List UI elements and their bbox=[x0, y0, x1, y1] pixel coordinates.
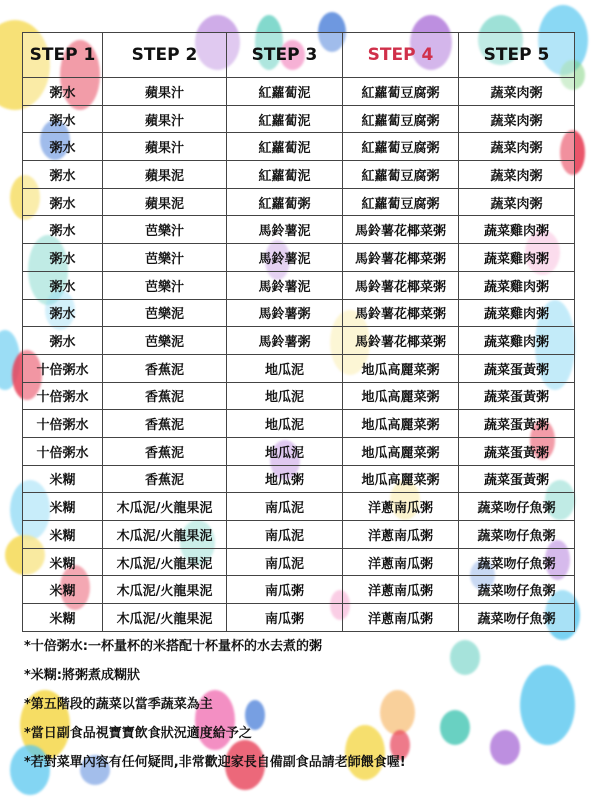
table-header-row bbox=[23, 33, 575, 78]
table-cell-step-3: 地瓜泥 bbox=[227, 437, 343, 465]
table-cell-step-2: 木瓜泥/火龍果泥 bbox=[103, 576, 227, 604]
table-cell-step-1: 粥水 bbox=[23, 133, 103, 161]
table-cell-step-5: 蔬菜肉粥 bbox=[459, 105, 575, 133]
table-cell-step-2: 蘋果泥 bbox=[103, 161, 227, 189]
table-cell-step-3: 地瓜泥 bbox=[227, 410, 343, 438]
table-row bbox=[23, 410, 575, 438]
table-cell-step-5: 蔬菜吻仔魚粥 bbox=[459, 493, 575, 521]
table-cell-step-3: 馬鈴薯泥 bbox=[227, 244, 343, 272]
table-cell-step-5: 蔬菜吻仔魚粥 bbox=[459, 604, 575, 632]
table-cell-step-5: 蔬菜雞肉粥 bbox=[459, 271, 575, 299]
table-cell-step-2: 木瓜泥/火龍果泥 bbox=[103, 493, 227, 521]
table-cell-step-3: 地瓜泥 bbox=[227, 354, 343, 382]
table-cell-step-2: 香蕉泥 bbox=[103, 437, 227, 465]
table-cell-step-3: 南瓜粥 bbox=[227, 576, 343, 604]
table-cell-step-2: 香蕉泥 bbox=[103, 382, 227, 410]
table-cell-step-2: 蘋果汁 bbox=[103, 105, 227, 133]
table-cell-step-1: 米糊 bbox=[23, 493, 103, 521]
table-cell-step-4: 紅蘿蔔豆腐粥 bbox=[343, 105, 459, 133]
table-cell-step-1: 粥水 bbox=[23, 78, 103, 106]
table-cell-step-3: 南瓜泥 bbox=[227, 548, 343, 576]
table-cell-step-5: 蔬菜蛋黃粥 bbox=[459, 382, 575, 410]
header-step-4: STEP 4 bbox=[343, 33, 459, 78]
table-row bbox=[23, 188, 575, 216]
table-cell-step-1: 米糊 bbox=[23, 576, 103, 604]
table-cell-step-4: 紅蘿蔔豆腐粥 bbox=[343, 78, 459, 106]
table-cell-step-5: 蔬菜蛋黃粥 bbox=[459, 354, 575, 382]
table-cell-step-4: 馬鈴薯花椰菜粥 bbox=[343, 244, 459, 272]
table-cell-step-3: 南瓜泥 bbox=[227, 521, 343, 549]
table-cell-step-1: 粥水 bbox=[23, 105, 103, 133]
table-cell-step-4: 地瓜高麗菜粥 bbox=[343, 354, 459, 382]
table-cell-step-2: 香蕉泥 bbox=[103, 465, 227, 493]
table-cell-step-3: 馬鈴薯泥 bbox=[227, 271, 343, 299]
table-cell-step-4: 洋蔥南瓜粥 bbox=[343, 604, 459, 632]
note-2: *米糊:將粥煮成糊狀 bbox=[24, 668, 140, 683]
table-cell-step-4: 馬鈴薯花椰菜粥 bbox=[343, 299, 459, 327]
table-cell-step-1: 粥水 bbox=[23, 327, 103, 355]
table-row bbox=[23, 161, 575, 189]
table-row bbox=[23, 548, 575, 576]
weaning-menu-table bbox=[22, 32, 575, 632]
table-cell-step-3: 馬鈴薯泥 bbox=[227, 216, 343, 244]
table-cell-step-3: 南瓜泥 bbox=[227, 493, 343, 521]
table-cell-step-5: 蔬菜吻仔魚粥 bbox=[459, 576, 575, 604]
table-cell-step-1: 十倍粥水 bbox=[23, 354, 103, 382]
table-cell-step-3: 南瓜粥 bbox=[227, 604, 343, 632]
header-step-2: STEP 2 bbox=[103, 33, 227, 78]
table-cell-step-2: 蘋果汁 bbox=[103, 78, 227, 106]
table-cell-step-4: 洋蔥南瓜粥 bbox=[343, 493, 459, 521]
table-body bbox=[23, 78, 575, 632]
table-row bbox=[23, 604, 575, 632]
table-cell-step-5: 蔬菜蛋黃粥 bbox=[459, 465, 575, 493]
table-cell-step-5: 蔬菜吻仔魚粥 bbox=[459, 548, 575, 576]
table-row bbox=[23, 576, 575, 604]
table-cell-step-2: 芭樂泥 bbox=[103, 299, 227, 327]
table-cell-step-5: 蔬菜蛋黃粥 bbox=[459, 410, 575, 438]
table-cell-step-1: 米糊 bbox=[23, 604, 103, 632]
note-3: *第五階段的蔬菜以當季蔬菜為主 bbox=[24, 697, 213, 712]
table-cell-step-3: 紅蘿蔔泥 bbox=[227, 161, 343, 189]
menu-table-container bbox=[22, 32, 574, 632]
table-row bbox=[23, 216, 575, 244]
table-cell-step-5: 蔬菜雞肉粥 bbox=[459, 244, 575, 272]
table-cell-step-4: 馬鈴薯花椰菜粥 bbox=[343, 271, 459, 299]
table-cell-step-1: 粥水 bbox=[23, 216, 103, 244]
table-cell-step-2: 木瓜泥/火龍果泥 bbox=[103, 548, 227, 576]
table-cell-step-4: 紅蘿蔔豆腐粥 bbox=[343, 188, 459, 216]
table-row bbox=[23, 521, 575, 549]
table-cell-step-3: 紅蘿蔔泥 bbox=[227, 133, 343, 161]
table-cell-step-3: 紅蘿蔔粥 bbox=[227, 188, 343, 216]
table-cell-step-5: 蔬菜吻仔魚粥 bbox=[459, 521, 575, 549]
table-cell-step-1: 十倍粥水 bbox=[23, 437, 103, 465]
table-cell-step-1: 十倍粥水 bbox=[23, 410, 103, 438]
table-cell-step-1: 米糊 bbox=[23, 465, 103, 493]
table-cell-step-3: 紅蘿蔔泥 bbox=[227, 105, 343, 133]
table-row bbox=[23, 299, 575, 327]
table-cell-step-1: 米糊 bbox=[23, 521, 103, 549]
table-cell-step-4: 地瓜高麗菜粥 bbox=[343, 437, 459, 465]
table-row bbox=[23, 271, 575, 299]
table-cell-step-2: 芭樂汁 bbox=[103, 216, 227, 244]
table-cell-step-5: 蔬菜雞肉粥 bbox=[459, 327, 575, 355]
table-cell-step-1: 粥水 bbox=[23, 161, 103, 189]
table-row bbox=[23, 244, 575, 272]
table-cell-step-4: 洋蔥南瓜粥 bbox=[343, 548, 459, 576]
table-row bbox=[23, 78, 575, 106]
table-cell-step-5: 蔬菜肉粥 bbox=[459, 161, 575, 189]
table-cell-step-1: 粥水 bbox=[23, 244, 103, 272]
table-cell-step-2: 香蕉泥 bbox=[103, 354, 227, 382]
table-cell-step-2: 蘋果汁 bbox=[103, 133, 227, 161]
table-cell-step-5: 蔬菜肉粥 bbox=[459, 78, 575, 106]
table-cell-step-3: 地瓜粥 bbox=[227, 465, 343, 493]
table-cell-step-2: 芭樂泥 bbox=[103, 327, 227, 355]
table-cell-step-1: 米糊 bbox=[23, 548, 103, 576]
table-cell-step-5: 蔬菜蛋黃粥 bbox=[459, 437, 575, 465]
table-row bbox=[23, 327, 575, 355]
table-cell-step-5: 蔬菜肉粥 bbox=[459, 133, 575, 161]
table-cell-step-1: 十倍粥水 bbox=[23, 382, 103, 410]
table-row bbox=[23, 133, 575, 161]
table-cell-step-3: 馬鈴薯粥 bbox=[227, 327, 343, 355]
table-cell-step-4: 地瓜高麗菜粥 bbox=[343, 410, 459, 438]
table-cell-step-4: 馬鈴薯花椰菜粥 bbox=[343, 327, 459, 355]
note-5: *若對菜單內容有任何疑問,非常歡迎家長自備副食品請老師餵食喔! bbox=[24, 755, 406, 770]
note-1: *十倍粥水:一杯量杯的米搭配十杯量杯的水去煮的粥 bbox=[24, 639, 322, 654]
table-cell-step-2: 芭樂汁 bbox=[103, 244, 227, 272]
table-cell-step-2: 蘋果泥 bbox=[103, 188, 227, 216]
table-row bbox=[23, 493, 575, 521]
header-step-5: STEP 5 bbox=[459, 33, 575, 78]
table-cell-step-4: 紅蘿蔔豆腐粥 bbox=[343, 133, 459, 161]
table-cell-step-3: 地瓜泥 bbox=[227, 382, 343, 410]
table-cell-step-4: 地瓜高麗菜粥 bbox=[343, 382, 459, 410]
table-cell-step-4: 地瓜高麗菜粥 bbox=[343, 465, 459, 493]
header-step-1: STEP 1 bbox=[23, 33, 103, 78]
table-row bbox=[23, 437, 575, 465]
table-cell-step-5: 蔬菜雞肉粥 bbox=[459, 299, 575, 327]
header-step-3: STEP 3 bbox=[227, 33, 343, 78]
table-cell-step-4: 紅蘿蔔豆腐粥 bbox=[343, 161, 459, 189]
table-cell-step-1: 粥水 bbox=[23, 299, 103, 327]
table-cell-step-2: 香蕉泥 bbox=[103, 410, 227, 438]
table-cell-step-5: 蔬菜肉粥 bbox=[459, 188, 575, 216]
note-4: *當日副食品視寶寶飲食狀況適度給予之 bbox=[24, 726, 252, 741]
table-cell-step-2: 木瓜泥/火龍果泥 bbox=[103, 521, 227, 549]
table-cell-step-1: 粥水 bbox=[23, 271, 103, 299]
table-row bbox=[23, 382, 575, 410]
table-cell-step-2: 芭樂汁 bbox=[103, 271, 227, 299]
table-cell-step-3: 紅蘿蔔泥 bbox=[227, 78, 343, 106]
table-row bbox=[23, 105, 575, 133]
table-cell-step-1: 粥水 bbox=[23, 188, 103, 216]
table-cell-step-4: 洋蔥南瓜粥 bbox=[343, 576, 459, 604]
table-cell-step-3: 馬鈴薯粥 bbox=[227, 299, 343, 327]
table-cell-step-4: 馬鈴薯花椰菜粥 bbox=[343, 216, 459, 244]
table-row bbox=[23, 354, 575, 382]
table-row bbox=[23, 465, 575, 493]
notes-section bbox=[24, 632, 584, 777]
table-cell-step-2: 木瓜泥/火龍果泥 bbox=[103, 604, 227, 632]
table-cell-step-5: 蔬菜雞肉粥 bbox=[459, 216, 575, 244]
table-cell-step-4: 洋蔥南瓜粥 bbox=[343, 521, 459, 549]
